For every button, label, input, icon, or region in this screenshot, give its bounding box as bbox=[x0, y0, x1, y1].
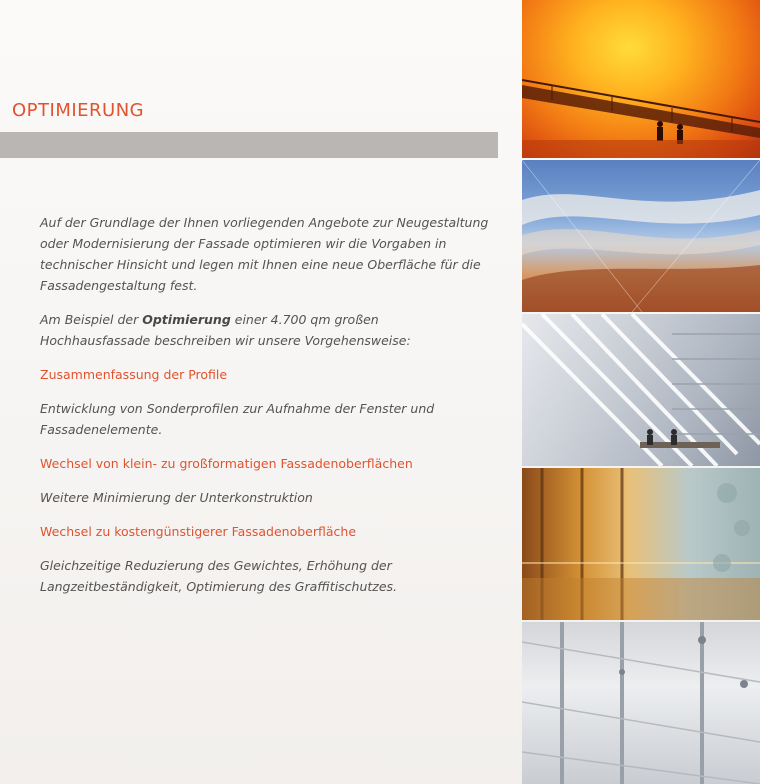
step-heading-3: Wechsel zu kostengünstigerer Fassadenoberfläche bbox=[40, 524, 357, 539]
photo-bridge-sunset bbox=[522, 0, 760, 158]
example-text-before: Am Beispiel der bbox=[40, 312, 143, 327]
title-divider-bar bbox=[0, 132, 498, 158]
example-bold-term: Optimierung bbox=[142, 312, 231, 327]
photo-glass-struts bbox=[522, 622, 760, 784]
example-text-after: einer 4.700 qm großen Hochhausfassade beschreiben wir unsere Vorgehensweise: bbox=[40, 312, 411, 348]
photo-strip bbox=[522, 0, 760, 784]
photo-curved-roof bbox=[522, 160, 760, 312]
example-paragraph bbox=[40, 309, 490, 351]
photo-amber-interior bbox=[522, 468, 760, 620]
body-text bbox=[40, 212, 490, 610]
photo-white-facade bbox=[522, 314, 760, 466]
step-text-2: Weitere Minimierung der Unterkonstruktion bbox=[40, 490, 313, 505]
step-heading-2: Wechsel von klein- zu großformatigen Fassadenoberflächen bbox=[40, 456, 413, 471]
step-heading-1: Zusammenfassung der Profile bbox=[40, 367, 228, 382]
intro-paragraph: Auf der Grundlage der Ihnen vorliegenden Angebote zur Neugestaltung oder Modernisierung der Fassade optimieren wir die Vorgaben in technischer Hinsicht und legen mit Ihnen eine neue Oberfläche für die Fassadengestaltung fest. bbox=[40, 215, 489, 293]
page-title: OPTIMIERUNG bbox=[12, 100, 145, 121]
step-text-1: Entwicklung von Sonderprofilen zur Aufnahme der Fenster und Fassadenelemente. bbox=[40, 401, 435, 437]
step-text-3: Gleichzeitige Reduzierung des Gewichtes, Erhöhung der Langzeitbeständigkeit, Optimierung des Graffitischutzes. bbox=[40, 558, 398, 594]
